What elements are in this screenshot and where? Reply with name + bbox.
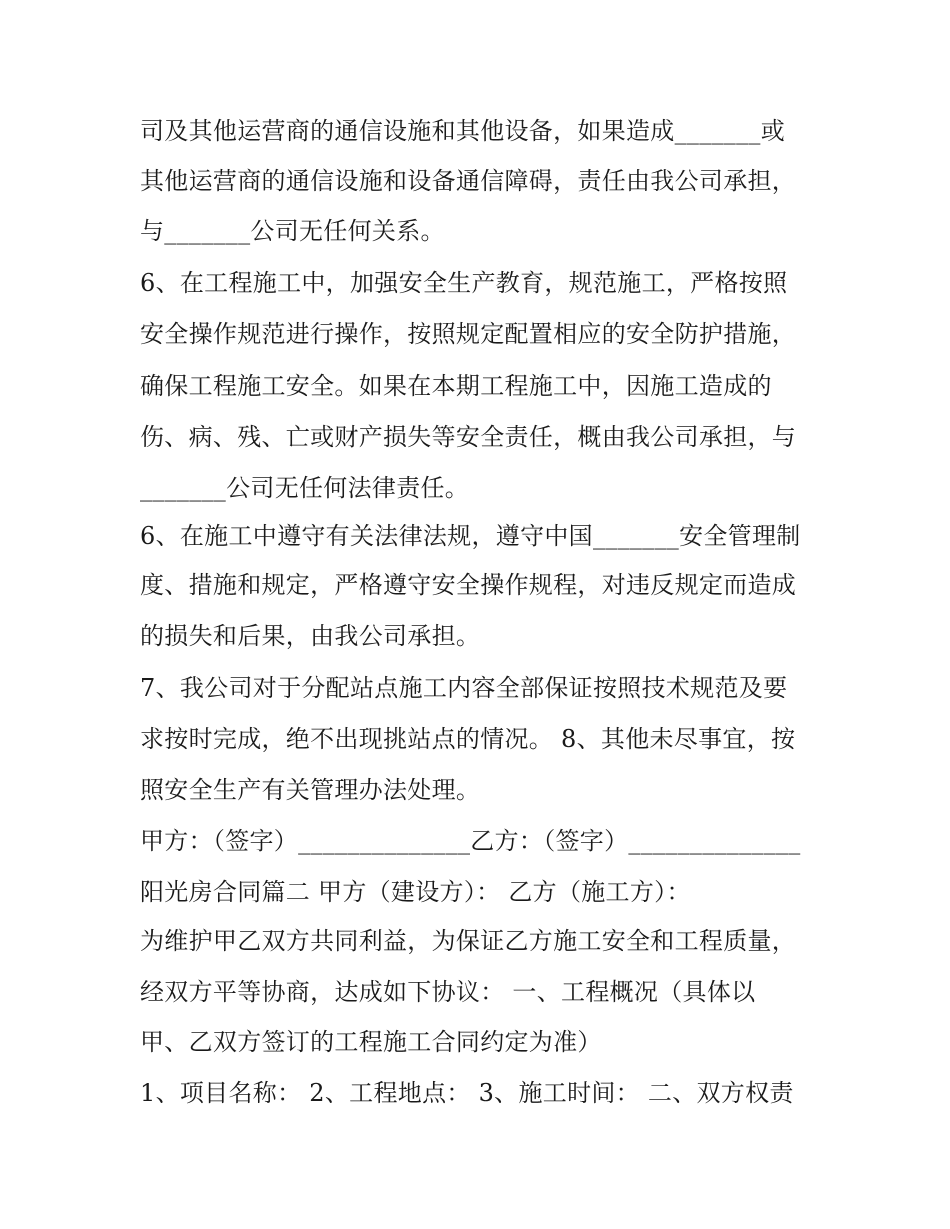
text-line: 6、在工程施工中，加强安全生产教育，规范施工，严格按照 xyxy=(140,269,788,297)
text-line: 度、措施和规定，严格遵守安全操作规程，对违反规定而造成 xyxy=(140,571,797,599)
text-line: 司及其他运营商的通信设施和其他设备，如果造成_______或 xyxy=(140,117,785,145)
text-line: 7、我公司对于分配站点施工内容全部保证按照技术规范及要 xyxy=(140,674,788,702)
text-line: 阳光房合同篇二 甲方（建设方）： 乙方（施工方）： xyxy=(140,878,691,906)
text-line: 照安全生产有关管理办法处理。 xyxy=(140,776,481,804)
text-line: 确保工程施工安全。如果在本期工程施工中，因施工造成的 xyxy=(140,372,772,400)
text-line: 伤、病、残、亡或财产损失等安全责任，概由我公司承担，与 xyxy=(140,423,797,451)
text-line: 经双方平等协商，达成如下协议： 一、工程概况（具体以 xyxy=(140,978,756,1006)
text-line: 与_______公司无任何关系。 xyxy=(140,217,445,245)
text-line: 6、在施工中遵守有关法律法规，遵守中国_______安全管理制 xyxy=(140,522,801,550)
text-line: 求按时完成，绝不出现挑站点的情况。 8、其他未尽事宜，按 xyxy=(140,725,796,753)
text-line: 其他运营商的通信设施和设备通信障碍，责任由我公司承担， xyxy=(140,167,797,195)
text-line: 安全操作规范进行操作，按照规定配置相应的安全防护措施， xyxy=(140,320,797,348)
text-line: _______公司无任何法律责任。 xyxy=(140,474,470,502)
text-line: 甲方：（签字）______________乙方：（签字）______________ xyxy=(140,827,801,855)
text-line: 甲、乙双方签订的工程施工合同约定为准） xyxy=(140,1028,602,1056)
text-line: 的损失和后果，由我公司承担。 xyxy=(140,622,481,650)
text-line: 1、项目名称： 2、工程地点： 3、施工时间： 二、双方权责 xyxy=(140,1079,794,1107)
text-line: 为维护甲乙双方共同利益，为保证乙方施工安全和工程质量， xyxy=(140,927,797,955)
